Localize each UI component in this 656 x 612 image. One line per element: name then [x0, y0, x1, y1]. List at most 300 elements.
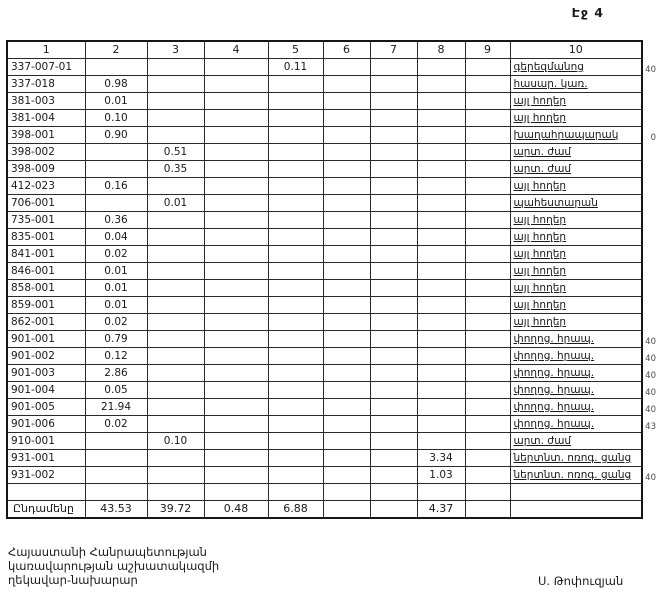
- code-cell: 735-001: [7, 212, 85, 229]
- value-cell: [417, 263, 465, 280]
- table-header-row: [7, 41, 642, 59]
- value-cell: [268, 229, 323, 246]
- code-cell: 910-001: [7, 433, 85, 450]
- description-cell: [510, 467, 656, 484]
- value-cell: [465, 76, 510, 93]
- value-cell: [147, 229, 204, 246]
- footer-line: Հայաստանի Հանրապետության: [8, 545, 207, 559]
- value-cell: [370, 484, 417, 501]
- value-cell: [268, 450, 323, 467]
- value-cell: 0.11: [268, 59, 323, 76]
- value-cell: [370, 212, 417, 229]
- value-cell: [370, 416, 417, 433]
- value-cell: [417, 297, 465, 314]
- value-cell: [465, 399, 510, 416]
- value-cell: [465, 263, 510, 280]
- value-cell: [323, 280, 370, 297]
- value-cell: [370, 110, 417, 127]
- value-cell: 1.03: [417, 467, 465, 484]
- land-use-label: պահեստարան: [513, 197, 598, 209]
- value-cell: [147, 280, 204, 297]
- value-cell: [204, 246, 268, 263]
- value-cell: [465, 450, 510, 467]
- value-cell: 0.01: [85, 297, 147, 314]
- description-cell: [510, 76, 642, 93]
- margin-annotation: 40: [645, 337, 656, 347]
- description-cell: [510, 59, 656, 76]
- value-cell: [204, 365, 268, 382]
- value-cell: [204, 382, 268, 399]
- value-cell: [370, 76, 417, 93]
- value-cell: [370, 263, 417, 280]
- margin-annotation: 40: [645, 405, 656, 415]
- value-cell: [204, 76, 268, 93]
- code-cell: 931-002: [7, 467, 85, 484]
- value-cell: 0.35: [147, 161, 204, 178]
- value-cell: [204, 297, 268, 314]
- value-cell: [370, 501, 417, 519]
- value-cell: [268, 280, 323, 297]
- land-use-label: հասար. կառ.: [513, 78, 588, 90]
- value-cell: [370, 467, 417, 484]
- value-cell: [417, 246, 465, 263]
- value-cell: [323, 229, 370, 246]
- value-cell: [85, 450, 147, 467]
- code-cell: 931-001: [7, 450, 85, 467]
- value-cell: [147, 399, 204, 416]
- description-cell: [510, 314, 642, 331]
- land-use-label: այլ հողեր: [513, 214, 567, 226]
- column-header: 1: [7, 41, 85, 59]
- value-cell: [204, 110, 268, 127]
- table-row: [7, 212, 642, 229]
- table-row: [7, 110, 642, 127]
- value-cell: [204, 212, 268, 229]
- value-cell: [268, 212, 323, 229]
- land-use-label: գերեզմանոց: [513, 61, 584, 73]
- description-cell: [510, 263, 642, 280]
- value-cell: [204, 450, 268, 467]
- value-cell: [370, 365, 417, 382]
- value-cell: [370, 297, 417, 314]
- value-cell: [268, 195, 323, 212]
- value-cell: [417, 280, 465, 297]
- value-cell: 0.05: [85, 382, 147, 399]
- code-cell: 901-001: [7, 331, 85, 348]
- table-row: [7, 127, 642, 144]
- land-use-label: արտ. ժամ: [513, 435, 572, 447]
- column-header: 2: [85, 41, 147, 59]
- value-cell: [323, 365, 370, 382]
- code-cell: 901-006: [7, 416, 85, 433]
- value-cell: [147, 263, 204, 280]
- value-cell: [323, 399, 370, 416]
- value-cell: [323, 93, 370, 110]
- value-cell: 4.37: [417, 501, 465, 519]
- land-use-label: փողոց. հրապ.: [513, 350, 595, 362]
- value-cell: [465, 467, 510, 484]
- land-use-label: խաղահրապարակ: [513, 129, 619, 141]
- land-use-label: այլ հողեր: [513, 299, 567, 311]
- value-cell: 0.10: [147, 433, 204, 450]
- value-cell: [85, 195, 147, 212]
- value-cell: [417, 76, 465, 93]
- value-cell: [323, 110, 370, 127]
- value-cell: [465, 229, 510, 246]
- value-cell: [370, 127, 417, 144]
- margin-annotation: 40: [645, 354, 656, 364]
- value-cell: 2.86: [85, 365, 147, 382]
- value-cell: 0.02: [85, 246, 147, 263]
- value-cell: [85, 467, 147, 484]
- description-cell: [510, 501, 642, 519]
- value-cell: [204, 331, 268, 348]
- value-cell: [204, 263, 268, 280]
- table-row: [7, 144, 642, 161]
- land-use-label: այլ հողեր: [513, 180, 567, 192]
- column-header: 9: [465, 41, 510, 59]
- value-cell: [417, 484, 465, 501]
- code-cell: Ընդամենը: [7, 501, 85, 519]
- land-use-label: փողոց. հրապ.: [513, 384, 595, 396]
- value-cell: [370, 246, 417, 263]
- land-use-label: այլ հողեր: [513, 265, 567, 277]
- value-cell: [147, 76, 204, 93]
- code-cell: 835-001: [7, 229, 85, 246]
- code-cell: 398-001: [7, 127, 85, 144]
- value-cell: [465, 195, 510, 212]
- code-cell: 412-023: [7, 178, 85, 195]
- value-cell: [204, 178, 268, 195]
- value-cell: [268, 484, 323, 501]
- table-row: [7, 348, 642, 365]
- page-number: Էջ 4: [571, 5, 604, 20]
- value-cell: [370, 161, 417, 178]
- value-cell: [465, 212, 510, 229]
- table-row: [7, 178, 642, 195]
- value-cell: 0.98: [85, 76, 147, 93]
- value-cell: [147, 382, 204, 399]
- value-cell: 0.48: [204, 501, 268, 519]
- column-header: 5: [268, 41, 323, 59]
- value-cell: [147, 467, 204, 484]
- value-cell: [147, 110, 204, 127]
- value-cell: [204, 195, 268, 212]
- column-header: 6: [323, 41, 370, 59]
- code-cell: 398-009: [7, 161, 85, 178]
- value-cell: 3.34: [417, 450, 465, 467]
- value-cell: [323, 382, 370, 399]
- value-cell: [147, 450, 204, 467]
- value-cell: [204, 280, 268, 297]
- value-cell: [204, 348, 268, 365]
- table-row: [7, 93, 642, 110]
- value-cell: [370, 178, 417, 195]
- code-cell: 841-001: [7, 246, 85, 263]
- land-use-label: այլ հողեր: [513, 231, 567, 243]
- code-cell: 862-001: [7, 314, 85, 331]
- value-cell: 0.01: [147, 195, 204, 212]
- description-cell: [510, 297, 642, 314]
- value-cell: [204, 484, 268, 501]
- value-cell: [323, 484, 370, 501]
- value-cell: 0.01: [85, 93, 147, 110]
- table-row: [7, 314, 642, 331]
- table-body: [7, 59, 656, 519]
- table-row: [7, 76, 642, 93]
- margin-annotation: 40: [645, 65, 656, 75]
- value-cell: 0.36: [85, 212, 147, 229]
- land-use-label: այլ հողեր: [513, 112, 567, 124]
- value-cell: [268, 144, 323, 161]
- value-cell: [323, 144, 370, 161]
- value-cell: [147, 331, 204, 348]
- value-cell: [323, 348, 370, 365]
- value-cell: [465, 484, 510, 501]
- value-cell: [323, 314, 370, 331]
- value-cell: [370, 399, 417, 416]
- margin-annotation: 43: [645, 422, 656, 432]
- value-cell: [465, 365, 510, 382]
- description-cell: [510, 450, 642, 467]
- value-cell: [147, 59, 204, 76]
- description-cell: [510, 144, 642, 161]
- value-cell: [323, 59, 370, 76]
- land-use-label: փողոց. հրապ.: [513, 367, 595, 379]
- value-cell: [85, 484, 147, 501]
- value-cell: [417, 229, 465, 246]
- description-cell: [510, 382, 656, 399]
- value-cell: [268, 110, 323, 127]
- footer-line: ղեկավար-նախարար: [8, 573, 138, 587]
- value-cell: [465, 280, 510, 297]
- value-cell: [465, 178, 510, 195]
- value-cell: [417, 161, 465, 178]
- value-cell: [268, 467, 323, 484]
- table-row: [7, 161, 642, 178]
- table-row: [7, 484, 642, 501]
- description-cell: [510, 416, 656, 433]
- value-cell: [268, 178, 323, 195]
- land-use-label: այլ հողեր: [513, 316, 567, 328]
- code-cell: 846-001: [7, 263, 85, 280]
- description-cell: [510, 484, 642, 501]
- value-cell: [204, 399, 268, 416]
- column-header: 4: [204, 41, 268, 59]
- value-cell: [268, 263, 323, 280]
- value-cell: [204, 416, 268, 433]
- land-use-label: փողոց. հրապ.: [513, 333, 595, 345]
- land-use-label: ներտնտ. ոռոգ. ցանց: [513, 469, 632, 481]
- value-cell: [204, 314, 268, 331]
- value-cell: [323, 450, 370, 467]
- value-cell: [465, 144, 510, 161]
- value-cell: [147, 93, 204, 110]
- table-row: [7, 280, 642, 297]
- value-cell: 0.12: [85, 348, 147, 365]
- footer-line: կառավարության աշխատակազմի: [8, 559, 220, 573]
- value-cell: 0.16: [85, 178, 147, 195]
- value-cell: [370, 59, 417, 76]
- value-cell: [465, 348, 510, 365]
- value-cell: [323, 76, 370, 93]
- value-cell: [417, 144, 465, 161]
- code-cell: 381-004: [7, 110, 85, 127]
- description-cell: [510, 331, 656, 348]
- table-row: [7, 382, 642, 399]
- value-cell: 0.51: [147, 144, 204, 161]
- value-cell: 6.88: [268, 501, 323, 519]
- description-cell: [510, 280, 642, 297]
- value-cell: [417, 127, 465, 144]
- description-cell: [510, 93, 642, 110]
- value-cell: [465, 382, 510, 399]
- value-cell: [323, 161, 370, 178]
- value-cell: [417, 178, 465, 195]
- column-header: 8: [417, 41, 465, 59]
- value-cell: [417, 365, 465, 382]
- total-row: [7, 501, 642, 519]
- value-cell: 0.10: [85, 110, 147, 127]
- value-cell: [85, 144, 147, 161]
- value-cell: 43.53: [85, 501, 147, 519]
- value-cell: [465, 59, 510, 76]
- land-use-label: արտ. ժամ: [513, 163, 572, 175]
- value-cell: [370, 382, 417, 399]
- value-cell: [370, 433, 417, 450]
- value-cell: [204, 144, 268, 161]
- land-register-table: [6, 40, 656, 519]
- value-cell: [268, 246, 323, 263]
- value-cell: [323, 433, 370, 450]
- table-row: [7, 399, 642, 416]
- land-use-label: փողոց. հրապ.: [513, 401, 595, 413]
- table-row: [7, 450, 642, 467]
- value-cell: [268, 161, 323, 178]
- value-cell: [147, 314, 204, 331]
- value-cell: [268, 331, 323, 348]
- column-header: 10: [510, 41, 642, 59]
- signatory-name: Ս. Թոփուզյան: [538, 574, 624, 588]
- value-cell: [323, 212, 370, 229]
- value-cell: [465, 433, 510, 450]
- value-cell: 0.90: [85, 127, 147, 144]
- value-cell: [417, 195, 465, 212]
- value-cell: [268, 93, 323, 110]
- margin-annotation: 40: [645, 473, 656, 483]
- value-cell: [204, 433, 268, 450]
- value-cell: [268, 76, 323, 93]
- value-cell: [465, 501, 510, 519]
- table-row: [7, 297, 642, 314]
- land-use-label: փողոց. հրապ.: [513, 418, 595, 430]
- value-cell: [417, 93, 465, 110]
- value-cell: [147, 416, 204, 433]
- land-use-label: այլ հողեր: [513, 95, 567, 107]
- value-cell: [465, 246, 510, 263]
- value-cell: [204, 93, 268, 110]
- table-row: [7, 365, 642, 382]
- table-row: [7, 59, 642, 76]
- code-cell: 337-007-01: [7, 59, 85, 76]
- land-use-label: այլ հողեր: [513, 248, 567, 260]
- value-cell: [268, 297, 323, 314]
- table-row: [7, 246, 642, 263]
- description-cell: [510, 195, 642, 212]
- value-cell: [204, 127, 268, 144]
- value-cell: 0.01: [85, 263, 147, 280]
- table-row: [7, 467, 642, 484]
- code-cell: 398-002: [7, 144, 85, 161]
- value-cell: [204, 229, 268, 246]
- description-cell: [510, 399, 656, 416]
- value-cell: [370, 348, 417, 365]
- table-row: [7, 416, 642, 433]
- value-cell: [268, 348, 323, 365]
- land-use-label: ներտնտ. ոռոգ. ցանց: [513, 452, 632, 464]
- value-cell: [465, 416, 510, 433]
- value-cell: [323, 297, 370, 314]
- table-row: [7, 263, 642, 280]
- value-cell: [268, 433, 323, 450]
- margin-annotation: 0: [650, 133, 656, 143]
- value-cell: [147, 127, 204, 144]
- footer-authority-block: [8, 545, 219, 587]
- value-cell: [417, 110, 465, 127]
- value-cell: [268, 399, 323, 416]
- value-cell: [147, 348, 204, 365]
- value-cell: [465, 297, 510, 314]
- value-cell: 0.02: [85, 314, 147, 331]
- value-cell: [323, 195, 370, 212]
- value-cell: [85, 161, 147, 178]
- value-cell: [323, 467, 370, 484]
- code-cell: [7, 484, 85, 501]
- value-cell: [465, 314, 510, 331]
- value-cell: 0.01: [85, 280, 147, 297]
- code-cell: 337-018: [7, 76, 85, 93]
- description-cell: [510, 110, 642, 127]
- value-cell: [465, 161, 510, 178]
- value-cell: [147, 484, 204, 501]
- value-cell: [465, 127, 510, 144]
- value-cell: 0.04: [85, 229, 147, 246]
- value-cell: [370, 195, 417, 212]
- description-cell: [510, 127, 656, 144]
- value-cell: [417, 314, 465, 331]
- value-cell: [417, 416, 465, 433]
- description-cell: [510, 246, 642, 263]
- value-cell: [370, 229, 417, 246]
- value-cell: [323, 178, 370, 195]
- land-use-label: այլ հողեր: [513, 282, 567, 294]
- value-cell: [268, 127, 323, 144]
- description-cell: [510, 229, 642, 246]
- value-cell: [147, 246, 204, 263]
- code-cell: 901-003: [7, 365, 85, 382]
- code-cell: 706-001: [7, 195, 85, 212]
- value-cell: [417, 212, 465, 229]
- value-cell: [370, 280, 417, 297]
- value-cell: [268, 314, 323, 331]
- description-cell: [510, 178, 642, 195]
- value-cell: [147, 212, 204, 229]
- value-cell: [417, 331, 465, 348]
- margin-annotation: 40: [645, 388, 656, 398]
- value-cell: [417, 433, 465, 450]
- value-cell: [323, 263, 370, 280]
- description-cell: [510, 365, 656, 382]
